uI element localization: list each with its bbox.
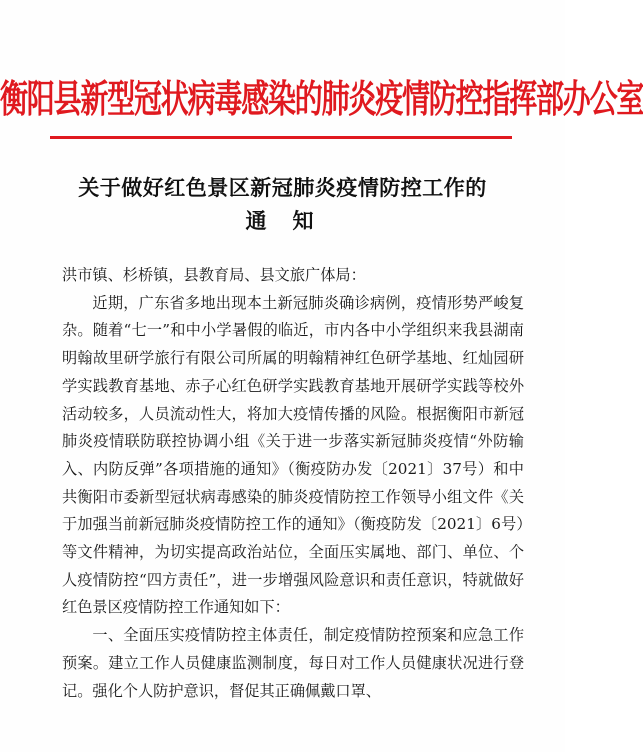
document-title-line1: 关于做好红色景区新冠肺炎疫情防控工作的 <box>78 175 487 200</box>
document-body <box>62 262 524 705</box>
issuing-office-header: 衡阳县新型冠状病毒感染的肺炎疫情防控指挥部办公室 <box>0 76 643 122</box>
red-separator-line <box>50 136 512 139</box>
recipients-line: 洪市镇、杉桥镇，县教育局、县文旅广体局： <box>62 266 366 284</box>
body-paragraph-2: 一、全面压实疫情防控主体责任，制定疫情防控预案和应急工作预案。建立工作人员健康监测制度，每日对工作人员健康状况进行登记。强化个人防护意识，督促其正确佩戴口罩、 <box>62 626 524 700</box>
body-paragraph-1: 近期，广东省多地出现本土新冠肺炎确诊病例，疫情形势严峻复杂。随着“七一”和中小学暑假的临近，市内各中小学组织来我县湖南明翰故里研学旅行有限公司所属的明翰精神红色研学基地、红灿园研学实践教育基地、赤子心红色研学实践教育基地开展研学实践等校外活动较多，人员流动性大，将加大疫情传播的风险。根据衡阳市新冠肺炎疫情联防联控协调小组《关于进一步落实新冠肺炎疫情“外防输入、内防反弹”各项措施的通知》（衡疫防办发〔2021〕37号）和中共衡阳市委新型冠状病毒感染的肺炎疫情防控工作领导小组文件《关于加强当前新冠肺炎疫情防控工作的通知》（衡疫防发〔2021〕6号）等文件精神，为切实提高政治站位，全面压实属地、部门、单位、个人疫情防控“四方责任”，进一步增强风险意识和责任意识，特就做好红色景区疫情防控工作通知如下： <box>62 293 524 617</box>
document-title-line2: 通知 <box>245 208 340 233</box>
